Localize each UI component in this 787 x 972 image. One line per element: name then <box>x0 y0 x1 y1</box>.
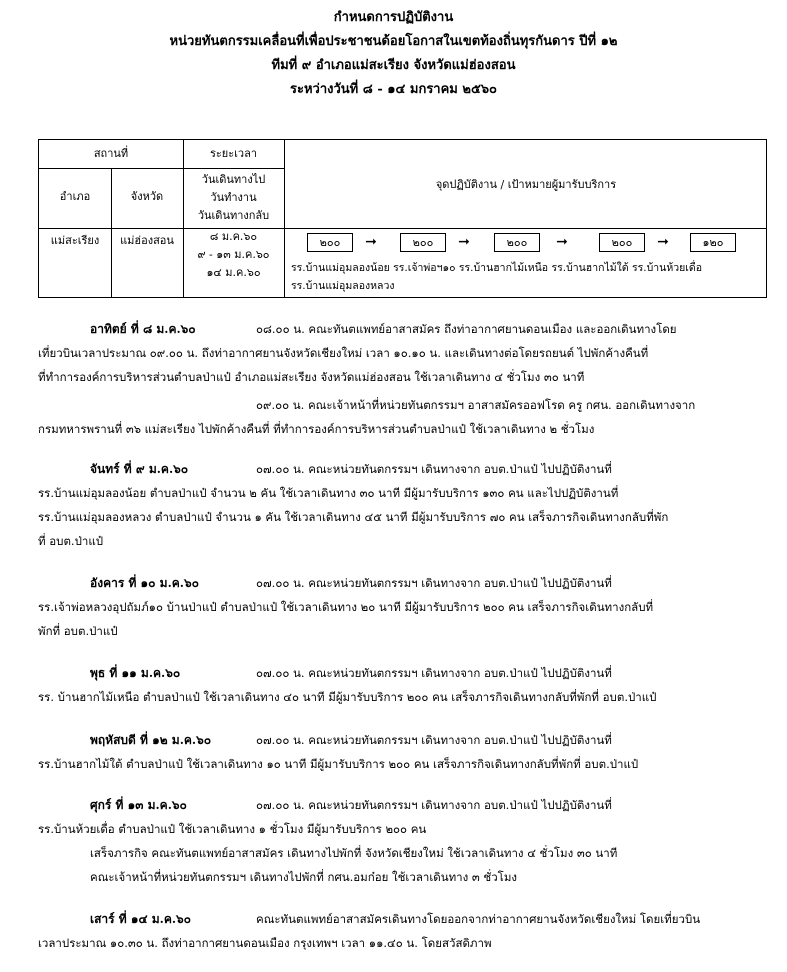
paragraph-line: รร. บ้านฮากไม้เหนือ ตำบลป่าแป๋ ใช้เวลาเดินทาง ๔๐ นาที มีผู้มารับบริการ ๒๐๐ คน เสร็จภารกิจเดินทางกลับที่พักที่ อบต.ป่าแป๋ <box>38 690 657 704</box>
paragraph-line: กรมทหารพรานที่ ๓๖ แม่สะเรียง ไปพักค้างคืนที่ ที่ทำการองค์การบริหารส่วนตำบลป่าแป๋ ใช้เวลาเดินทาง ๒ ชั่วโมง <box>38 422 595 436</box>
cell-date-work: ๙ - ๑๓ ม.ค.๖๐ <box>197 248 270 261</box>
day-label-text: พุธ ที่ ๑๑ ม.ค.๖๐ <box>90 666 181 680</box>
document-title: กำหนดการปฏิบัติงาน <box>333 10 454 25</box>
target-box: ๒๐๐ <box>307 233 353 252</box>
target-box: ๒๐๐ <box>400 233 446 252</box>
day-label <box>90 460 188 478</box>
paragraph-line: ๐๘.๐๐ น. คณะทันตแพทย์อาสาสมัคร ถึงท่าอากาศยานดอนเมือง และออกเดินทางโดย <box>256 322 677 336</box>
target-box: ๑๒๐ <box>690 233 736 252</box>
team-location: ทีมที่ ๙ อำเภอแม่สะเรียง จังหวัดแม่ฮ่องสอน <box>271 58 516 73</box>
paragraph-line: ที่ทำการองค์การบริหารส่วนตำบลป่าแป๋ อำเภอแม่สะเรียง จังหวัดแม่ฮ่องสอน ใช้เวลาเดินทาง ๔ ชั่วโมง ๓๐ นาที <box>38 370 585 384</box>
paragraph-line: ๐๗.๐๐ น. คณะหน่วยทันตกรรมฯ เดินทางจาก อบต.ป่าแป๋ ไปปฏิบัติงานที่ <box>256 462 612 476</box>
document-header <box>0 6 787 102</box>
grid-line <box>39 228 766 229</box>
schedule-table <box>38 139 767 298</box>
arrow-right-icon: ➞ <box>556 234 568 250</box>
cell-date-back: ๑๔ ม.ค.๖๐ <box>206 266 261 279</box>
day-label <box>90 664 180 682</box>
unit-name: หน่วยทันตกรรมเคลื่อนที่เพื่อประชาชนด้อยโอกาสในเขตท้องถิ่นทุรกันดาร ปีที่ ๑๒ <box>169 34 618 49</box>
paragraph-line: รร.เจ้าพ่อหลวงอุปถัมภ์๑๐ บ้านป่าแป๋ ตำบลป่าแป๋ ใช้เวลาเดินทาง ๒๐ นาที มีผู้มารับบริการ ๒๐๐ คน เสร็จภารกิจเดินทางกลับที่ <box>38 600 654 614</box>
arrow-right-icon: ➞ <box>657 234 669 250</box>
target-box: ๒๐๐ <box>494 233 540 252</box>
paragraph-line: คณะทันตแพทย์อาสาสมัครเดินทางโดยออกจากท่าอากาศยานจังหวัดเชียงใหม่ โดยเที่ยวบิน <box>256 912 701 926</box>
day-label-text: พฤหัสบดี ที่ ๑๒ ม.ค.๖๐ <box>90 733 212 747</box>
paragraph-line: คณะเจ้าหน้าที่หน่วยทันตกรรมฯ เดินทางไปพักที่ กศน.อมก๋อย ใช้เวลาเดินทาง ๓ ชั่วโมง <box>90 870 518 884</box>
day-label <box>90 731 211 749</box>
day-label-text: อังคาร ที่ ๑๐ ม.ค.๖๐ <box>90 576 199 590</box>
header-travel-out: วันเดินทางไป <box>201 173 266 186</box>
header-place: สถานที่ <box>93 147 129 160</box>
day-label <box>90 320 196 338</box>
target-box: ๒๐๐ <box>599 233 645 252</box>
paragraph-line: เที่ยวบินเวลาประมาณ ๐๙.๐๐ น. ถึงท่าอากาศยานจังหวัดเชียงใหม่ เวลา ๑๐.๑๐ น. และเดินทางต่อโดยรถยนต์ ไปพักค้างคืนที่ <box>38 346 649 360</box>
header-province: จังหวัด <box>130 190 164 203</box>
paragraph-line: รร.บ้านแม่อุมลองน้อย ตำบลป่าแป๋ จำนวน ๒ คัน ใช้เวลาเดินทาง ๓๐ นาที มีผู้มารับบริการ ๑๓๐ คน และไปปฏิบัติงานที่ <box>38 486 619 500</box>
paragraph-line: ๐๗.๐๐ น. คณะหน่วยทันตกรรมฯ เดินทางจาก อบต.ป่าแป๋ ไปปฏิบัติงานที่ <box>256 733 612 747</box>
cell-date-out: ๘ ม.ค.๖๐ <box>209 230 258 243</box>
cell-district: แม่สะเรียง <box>50 234 100 247</box>
day-label-text: อาทิตย์ ที่ ๘ ม.ค.๖๐ <box>90 322 196 336</box>
paragraph-line: รร.บ้านแม่อุมลองหลวง ตำบลป่าแป๋ จำนวน ๑ คัน ใช้เวลาเดินทาง ๔๕ นาที มีผู้มารับบริการ ๗๐ คน เสร็จภารกิจเดินทางกลับที่พัก <box>38 510 669 524</box>
header-district: อำเภอ <box>59 190 91 203</box>
header-work-points: จุดปฏิบัติงาน / เป้าหมายผู้มารับบริการ <box>435 178 617 191</box>
school-list: รร.บ้านแม่อุมลองน้อย รร.เจ้าพ่อฯ๑๐ รร.บ้านฮากไม้เหนือ รร.บ้านฮากไม้ใต้ รร.บ้านห้วยเดื่อ <box>291 262 702 274</box>
paragraph-line: ๐๗.๐๐ น. คณะหน่วยทันตกรรมฯ เดินทางจาก อบต.ป่าแป๋ ไปปฏิบัติงานที่ <box>256 576 612 590</box>
day-label <box>90 796 187 814</box>
paragraph-line: ที่ อบต.ป่าแป๋ <box>38 534 104 548</box>
paragraph-line: ๐๗.๐๐ น. คณะหน่วยทันตกรรมฯ เดินทางจาก อบต.ป่าแป๋ ไปปฏิบัติงานที่ <box>256 798 612 812</box>
day-label-text: ศุกร์ ที่ ๑๓ ม.ค.๖๐ <box>90 798 187 812</box>
grid-line <box>39 168 284 169</box>
paragraph-line: เวลาประมาณ ๑๐.๓๐ น. ถึงท่าอากาศยานดอนเมือง กรุงเทพฯ เวลา ๑๑.๔๐ น. โดยสวัสดิภาพ <box>38 936 492 950</box>
paragraph-line: รร.บ้านห้วยเดื่อ ตำบลป่าแป๋ ใช้เวลาเดินทาง ๑ ชั่วโมง มีผู้มารับบริการ ๒๐๐ คน <box>38 822 427 836</box>
header-travel-back: วันเดินทางกลับ <box>197 209 270 222</box>
paragraph-line: เสร็จภารกิจ คณะทันตแพทย์อาสาสมัคร เดินทางไปพักที่ จังหวัดเชียงใหม่ ใช้เวลาเดินทาง ๔ ชั่วโมง ๓๐ นาที <box>90 846 618 860</box>
school-list-continued: รร.บ้านแม่อุมลองหลวง <box>291 280 395 292</box>
grid-line <box>284 140 285 297</box>
header-time: ระยะเวลา <box>209 147 258 160</box>
date-range: ระหว่างวันที่ ๘ - ๑๔ มกราคม ๒๕๖๐ <box>290 82 497 97</box>
day-label <box>90 910 191 928</box>
arrow-right-icon: ➞ <box>458 234 470 250</box>
day-label-text: จันทร์ ที่ ๙ ม.ค.๖๐ <box>90 462 189 476</box>
day-label-text: เสาร์ ที่ ๑๔ ม.ค.๖๐ <box>90 912 191 926</box>
cell-province: แม่ฮ่องสอน <box>120 234 174 247</box>
paragraph-line: ๐๗.๐๐ น. คณะหน่วยทันตกรรมฯ เดินทางจาก อบต.ป่าแป๋ ไปปฏิบัติงานที่ <box>256 666 612 680</box>
paragraph-line: รร.บ้านฮากไม้ใต้ ตำบลป่าแป๋ ใช้เวลาเดินทาง ๑๐ นาที มีผู้มารับบริการ ๒๐๐ คน เสร็จภารกิจเดินทางกลับที่พักที่ อบต.ป่าแป๋ <box>38 757 639 771</box>
day-label <box>90 574 199 592</box>
paragraph-line: ๐๙.๐๐ น. คณะเจ้าหน้าที่หน่วยทันตกรรมฯ อาสาสมัครออฟโรด ครู กศน. ออกเดินทางจาก <box>256 398 696 412</box>
header-work-days: วันทำงาน <box>210 191 257 204</box>
paragraph-line: พักที่ อบต.ป่าแป๋ <box>38 624 118 638</box>
arrow-right-icon: ➞ <box>365 234 377 250</box>
